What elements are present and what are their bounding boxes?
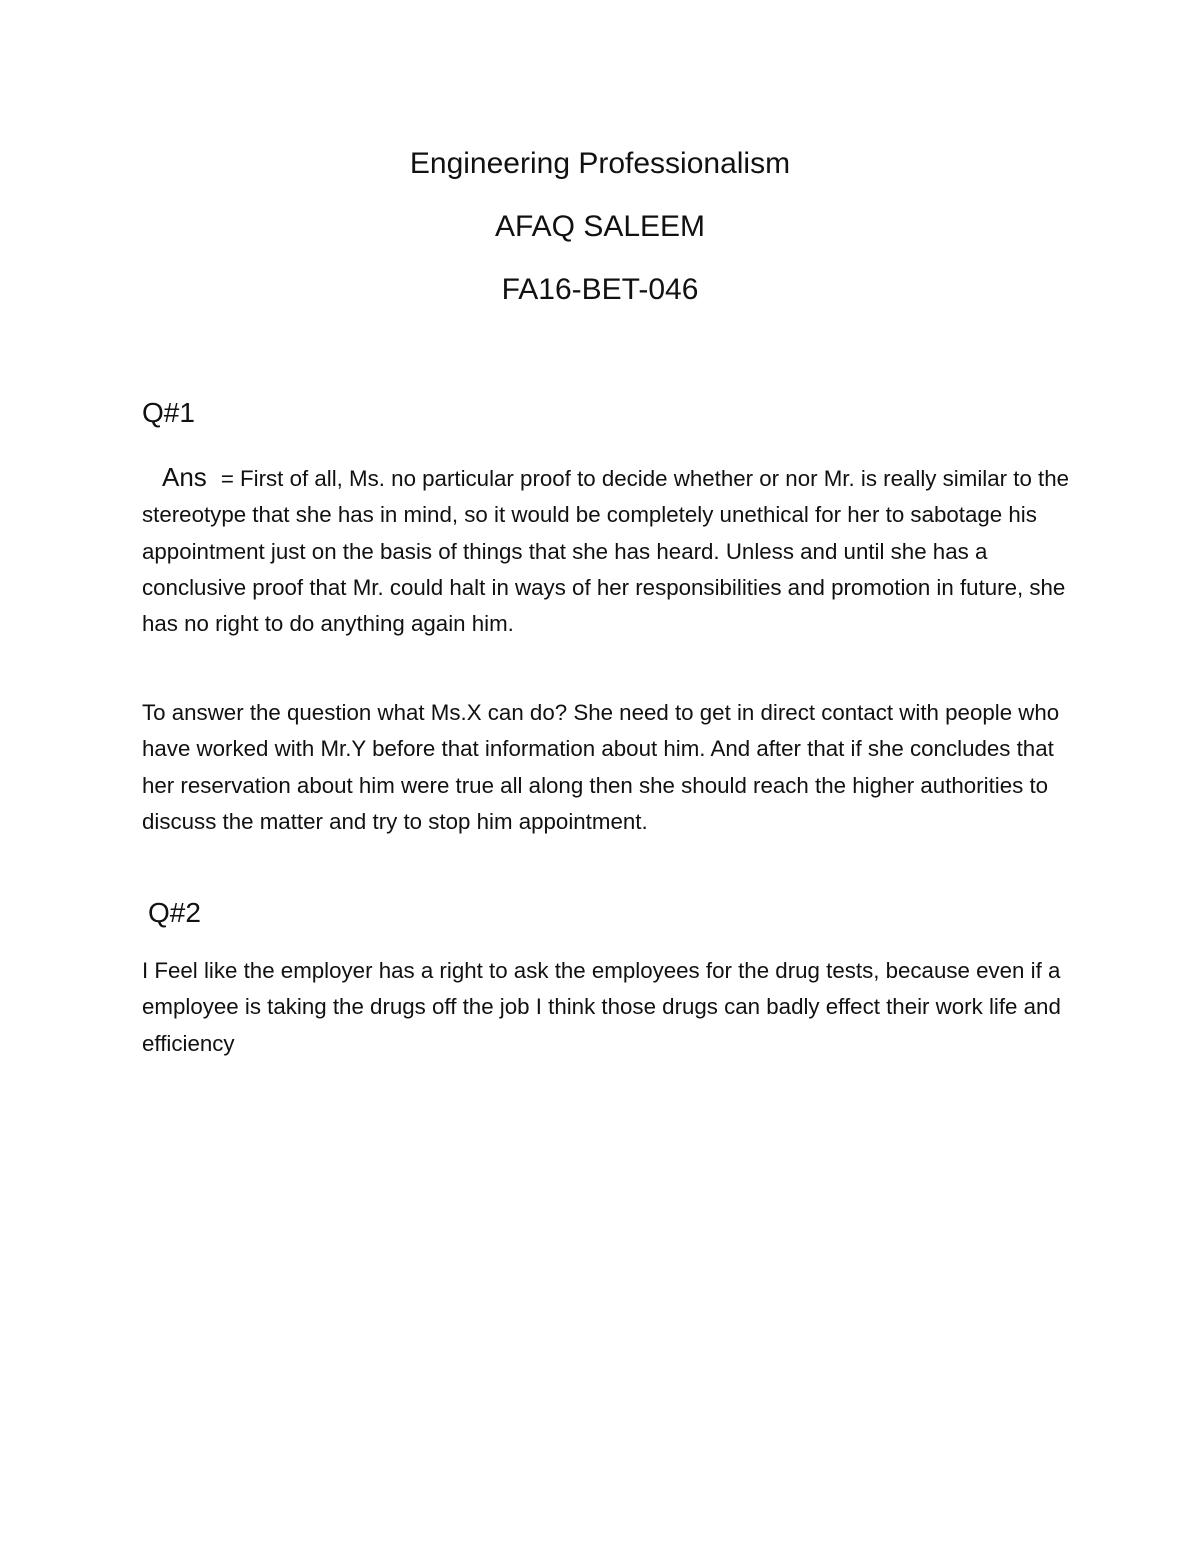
question-1-answer [142, 459, 1077, 642]
question-2-heading: Q#2 [148, 897, 201, 928]
student-id: FA16-BET-046 [501, 273, 699, 306]
answer-label: Ans [162, 462, 207, 492]
question-1-answer-text: = First of all, Ms. no particular proof to decide whether or nor Mr. is really similar to the stereotype that she has in mind, so it would be completely unethical for her to sabotage his appointment just on the basis of things that she has heard. Unless and until she has a conclusive proof that Mr. could halt in ways of her responsibilities and promotion in future, she has no right to do anything again him. [142, 466, 1070, 637]
document-title: Engineering Professionalism [409, 147, 791, 180]
author-name: AFAQ SALEEM [494, 210, 706, 243]
question-1-heading: Q#1 [142, 397, 195, 428]
question-1-second-paragraph: To answer the question what Ms.X can do? She need to get in direct contact with people who have worked with Mr.Y before that information about him. And after that if she concludes that her reservation about him were true all along then she should reach the higher authorities to discuss the matter and try to stop him appointment. [142, 700, 1060, 834]
question-2-answer: I Feel like the employer has a right to ask the employees for the drug tests, because even if a employee is taking the drugs off the job I think those drugs can badly effect their work life and efficiency [142, 958, 1061, 1056]
